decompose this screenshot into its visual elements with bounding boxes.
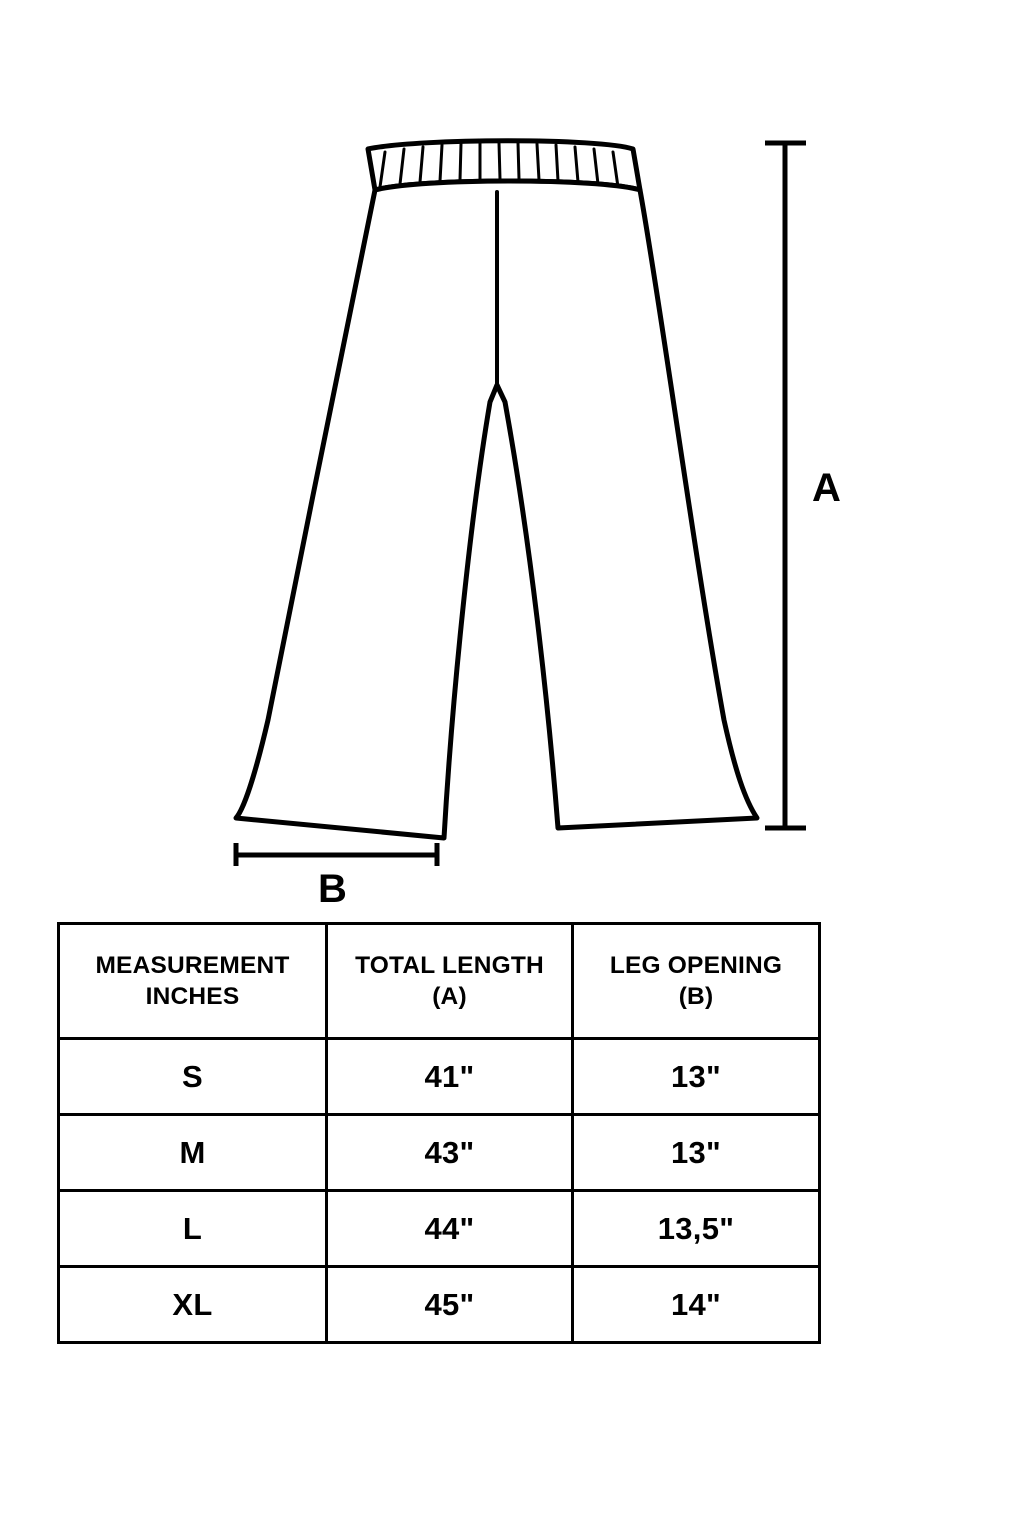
header-leg-opening-line2: (B) <box>678 983 714 1010</box>
cell-total-length: 41" <box>327 1039 573 1115</box>
header-total-length <box>327 924 573 1039</box>
cell-size: L <box>59 1191 327 1267</box>
header-total-length-line2: (A) <box>432 983 467 1010</box>
cell-size: M <box>59 1115 327 1191</box>
header-measurement-line2: INCHES <box>145 983 240 1010</box>
table-header-row <box>59 924 820 1039</box>
cell-leg-opening: 13" <box>573 1115 820 1191</box>
cell-size: XL <box>59 1267 327 1343</box>
table-row <box>59 1039 820 1115</box>
header-measurement-line1: MEASUREMENT <box>95 951 290 979</box>
table-row <box>59 1191 820 1267</box>
cell-total-length: 44" <box>327 1191 573 1267</box>
cell-leg-opening: 14" <box>573 1267 820 1343</box>
header-measurement-inches <box>59 924 327 1039</box>
header-leg-opening <box>573 924 820 1039</box>
cell-total-length: 45" <box>327 1267 573 1343</box>
table-row <box>59 1115 820 1191</box>
cell-leg-opening: 13,5" <box>573 1191 820 1267</box>
cell-leg-opening: 13" <box>573 1039 820 1115</box>
table-row <box>59 1267 820 1343</box>
cell-total-length: 43" <box>327 1115 573 1191</box>
dimension-label-b: B <box>318 867 348 911</box>
size-measurement-table <box>57 922 821 1344</box>
dimension-label-a: A <box>812 466 842 510</box>
header-leg-opening-line1: LEG OPENING <box>609 951 783 979</box>
cell-size: S <box>59 1039 327 1115</box>
header-total-length-line1: TOTAL LENGTH <box>355 951 544 979</box>
